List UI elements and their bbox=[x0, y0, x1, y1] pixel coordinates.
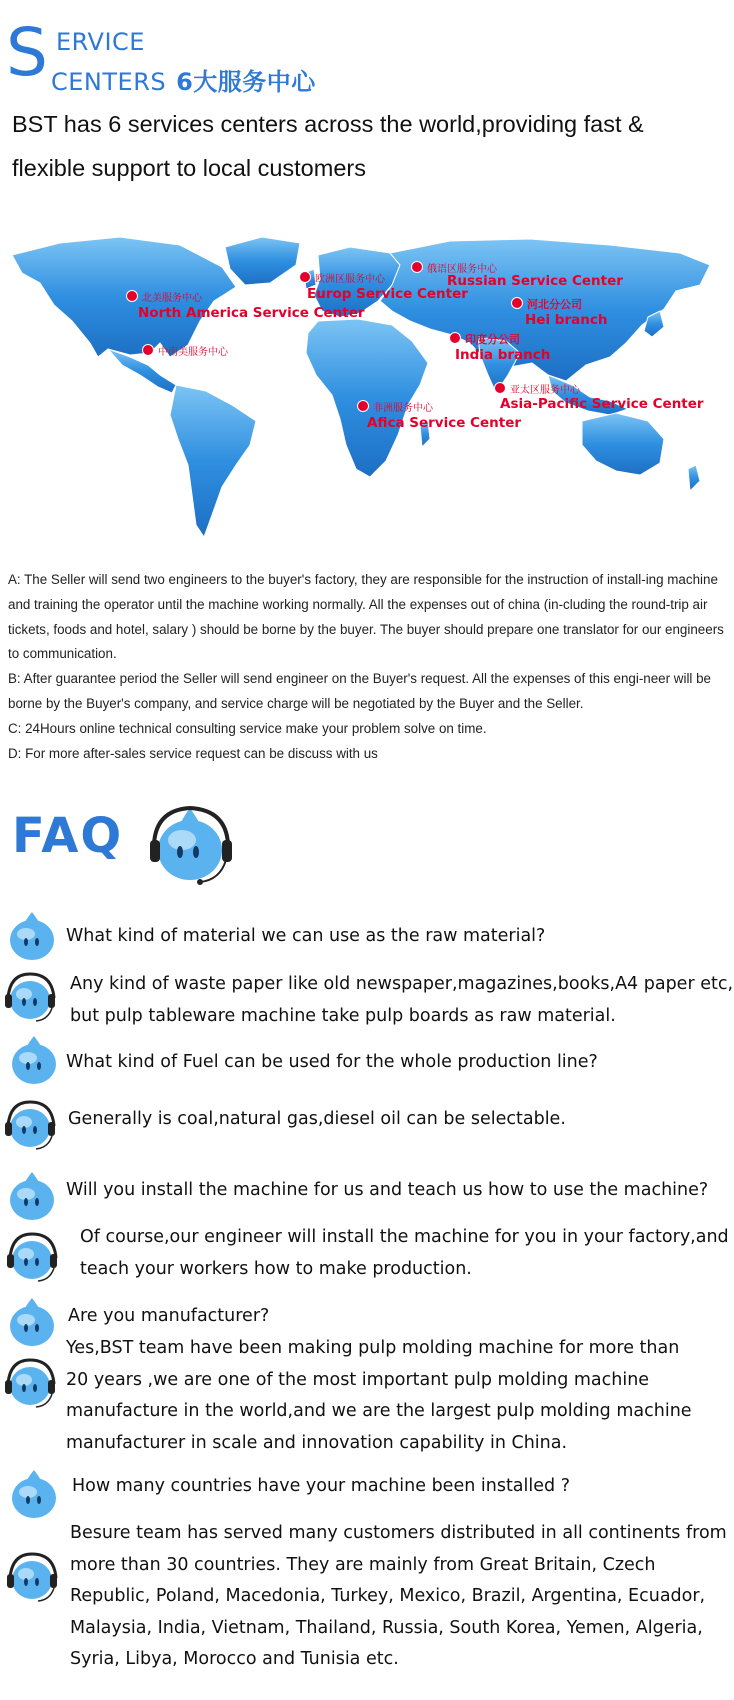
pin-dot bbox=[411, 261, 423, 273]
question-mascot-icon bbox=[6, 1464, 62, 1524]
africa-shape bbox=[306, 319, 428, 477]
pin-label-cn: 北美服务中心 bbox=[142, 293, 202, 304]
headset-mascot-icon bbox=[140, 800, 240, 890]
pin-label-cn: 欧洲区服务中心 bbox=[315, 274, 385, 285]
intro-text: BST has 6 services centers across the world,providing fast & flexible support to local customers bbox=[12, 111, 644, 181]
answer-headset-icon bbox=[4, 1226, 60, 1286]
term-d: D: For more after-sales service request can be discuss with us bbox=[8, 745, 378, 761]
term-c: C: 24Hours online technical consulting service make your problem solve on time. bbox=[8, 720, 487, 736]
faq-answer-1: Any kind of waste paper like old newspaper,magazines,books,A4 paper etc, but pulp tableware machine take pulp boards as raw material. bbox=[70, 974, 734, 1026]
pin-label-en: North America Service Center bbox=[138, 305, 365, 321]
answer-headset-icon bbox=[2, 1352, 58, 1412]
faq-question-3: Will you install the machine for us and teach us how to use the machine? bbox=[66, 1180, 709, 1200]
faq-question-5: How many countries have your machine been installed ? bbox=[72, 1476, 570, 1496]
pin-label-cn: 非洲服务中心 bbox=[373, 403, 433, 414]
north-america-shape bbox=[12, 237, 236, 357]
pin-label-en: Asia-Pacific Service Center bbox=[500, 396, 704, 412]
question-mascot-icon bbox=[6, 1030, 62, 1090]
faq-answer-5: Besure team has served many customers distributed in all continents from more than 30 countries. They are mainly from Great Britain, Czech Republic, Poland, Macedonia, Turkey, Mexico, Brazil, Argentina, Ecuador, Malaysia, India, Vietnam, Thailand, Russia, South Korea, Yemen, Algeria, Syria, Libya, Morocco and Tunisia etc. bbox=[70, 1523, 727, 1669]
pin-dot bbox=[511, 297, 523, 309]
pin-dot bbox=[357, 400, 369, 412]
faq-answer-2: Generally is coal,natural gas,diesel oil can be selectable. bbox=[68, 1109, 566, 1129]
heading-line-2 bbox=[51, 62, 316, 97]
pin-label-cn: 河北分公司 bbox=[527, 298, 582, 311]
new-zealand-shape bbox=[688, 465, 700, 491]
pin-label-cn: 中南美服务中心 bbox=[158, 347, 228, 358]
term-a: A: The Seller will send two engineers to the buyer's factory, they are responsible for the instruction of install-ing machine and training the operator until the machine working normally. All the expenses out of china (in-cluding the round-trip air tickets, foods and hotel, salary ) should be borne by the buyer. The buyer should prepare one translator for our engineers to communication. bbox=[8, 572, 724, 662]
pin-label-cn: 印度分公司 bbox=[465, 333, 520, 346]
pin-dot bbox=[449, 332, 461, 344]
heading-line-2-en: CENTERS bbox=[51, 68, 167, 96]
heading-big-letter: S bbox=[6, 14, 48, 91]
question-mascot-icon bbox=[4, 1166, 60, 1226]
service-terms bbox=[8, 568, 728, 766]
greenland-shape bbox=[225, 237, 300, 285]
australia-shape bbox=[582, 413, 664, 475]
south-america-shape bbox=[170, 385, 256, 537]
service-centers-heading bbox=[6, 14, 606, 100]
heading-line-2-cn: 6大服务中心 bbox=[176, 68, 316, 96]
answer-headset-icon bbox=[2, 1094, 58, 1154]
faq-answer-3: Of course,our engineer will install the machine for you in your factory,and teach your workers how to make production. bbox=[80, 1227, 729, 1279]
pin-dot bbox=[299, 271, 311, 283]
pin-dot bbox=[126, 290, 138, 302]
question-mascot-icon bbox=[4, 906, 60, 966]
pin-dot bbox=[142, 344, 154, 356]
question-mascot-icon bbox=[4, 1292, 60, 1352]
pin-label-cn: 亚太区服务中心 bbox=[510, 385, 580, 396]
answer-headset-icon bbox=[4, 1546, 60, 1606]
term-b: B: After guarantee period the Seller will send engineer on the Buyer's request. All the expenses of this engi-neer will be borne by the Buyer's company, and service charge will be negotiated by the Buyer and the Seller. bbox=[8, 671, 712, 711]
answer-headset-icon bbox=[2, 966, 58, 1026]
faq-answer-4: Yes,BST team have been making pulp molding machine for more than 20 years ,we are one of the most important pulp molding machine manufacture in the world,and we are the largest pulp molding machine manufacturer in scale and innovation capability in China. bbox=[66, 1338, 692, 1453]
faq-question-2: What kind of Fuel can be used for the whole production line? bbox=[66, 1052, 598, 1072]
pin-label-cn: 俄语区服务中心 bbox=[427, 264, 497, 275]
faq-title: FAQ bbox=[12, 808, 124, 864]
pin-label-en: Russian Service Center bbox=[447, 273, 623, 289]
world-map bbox=[0, 225, 734, 560]
heading-line-1: ERVICE bbox=[56, 28, 145, 56]
pin-dot bbox=[494, 382, 506, 394]
faq-question-4: Are you manufacturer? bbox=[68, 1306, 270, 1326]
pin-label-en: India branch bbox=[455, 347, 551, 363]
faq-question-1: What kind of material we can use as the raw material? bbox=[66, 926, 546, 946]
pin-label-en: Europ Service Center bbox=[307, 286, 468, 302]
pin-label-en: Afica Service Center bbox=[367, 415, 522, 431]
pin-label-en: Hei branch bbox=[525, 312, 608, 328]
